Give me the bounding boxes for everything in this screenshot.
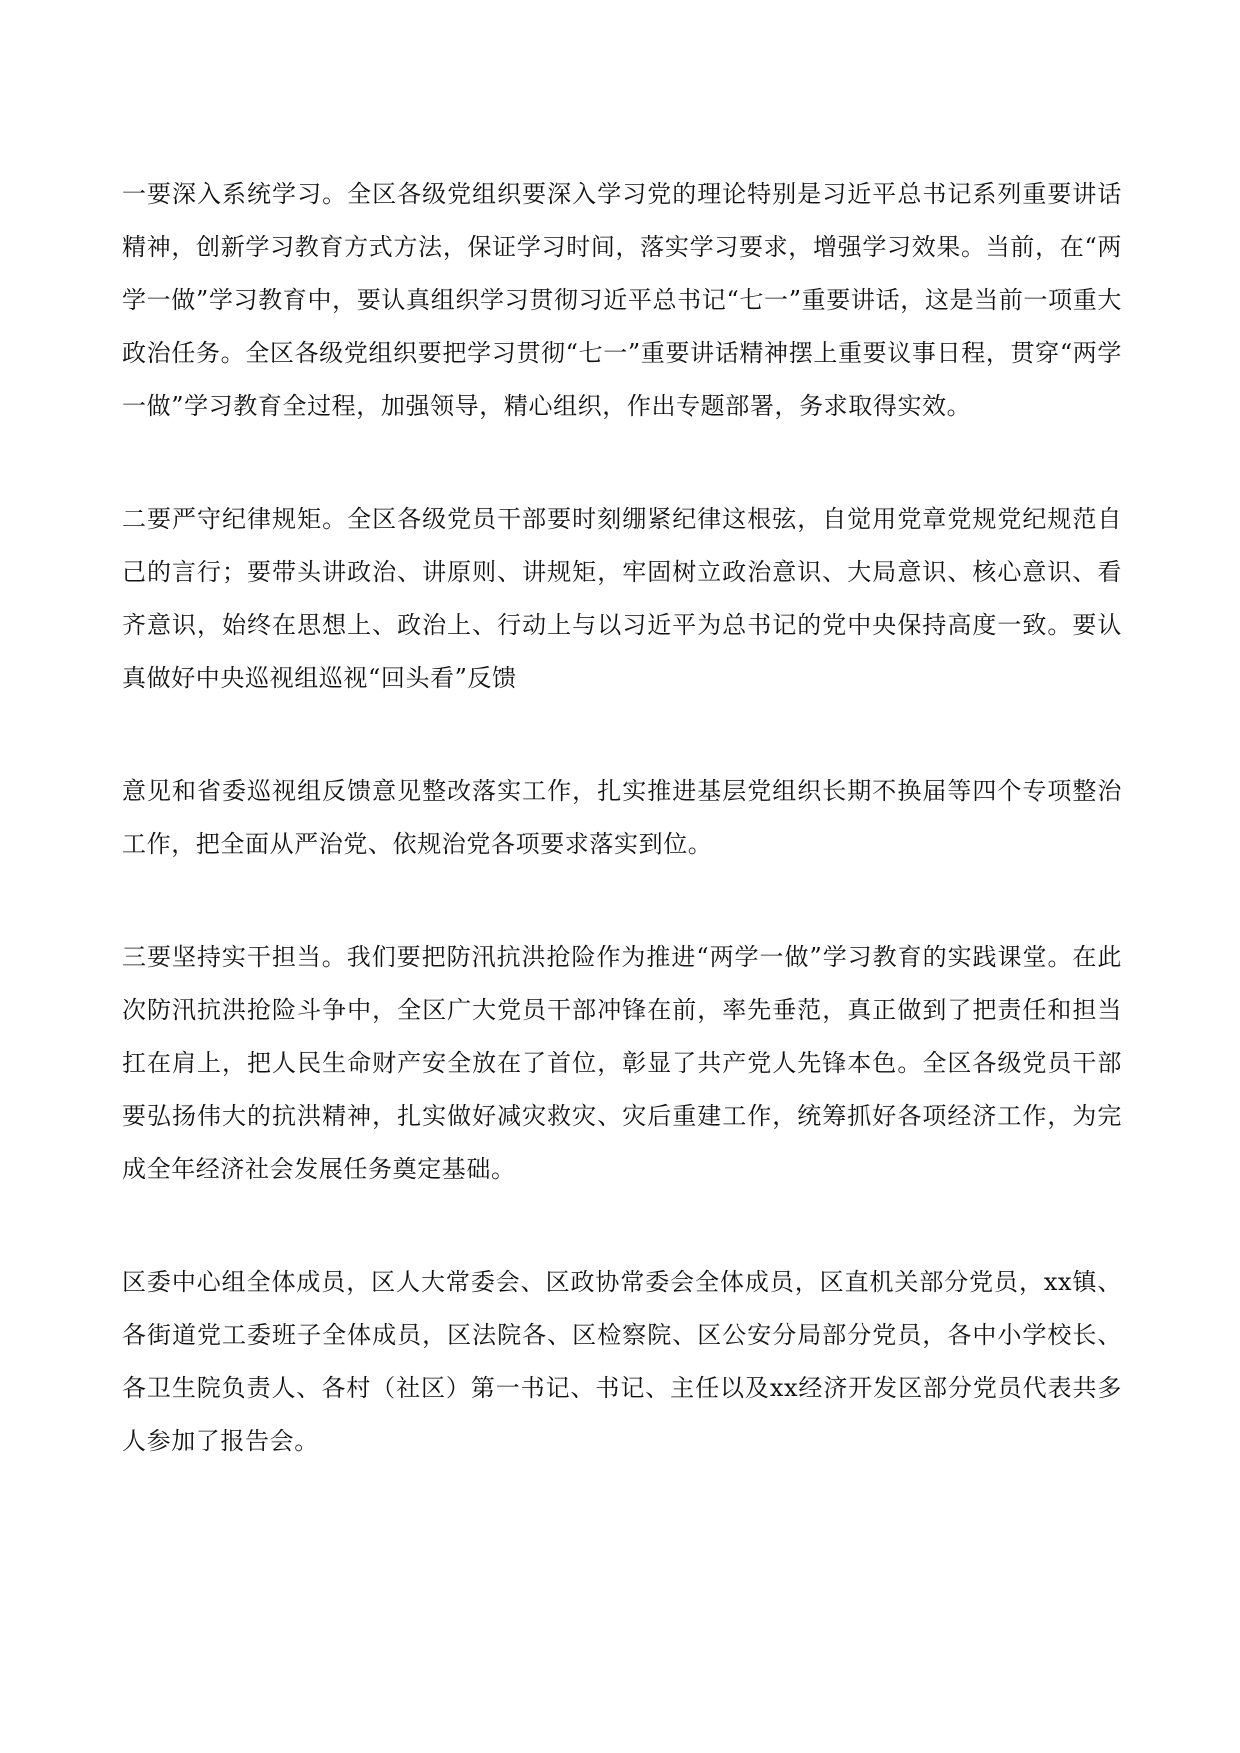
paragraph-discipline-continued: 意见和省委巡视组反馈意见整改落实工作，扎实推进基层党组织长期不换届等四个专项整治工作，把全面从严治党、依规治党各项要求落实到位。	[122, 777, 1122, 858]
paragraph-action: 三要坚持实干担当。我们要把防汛抗洪抢险作为推进“两学一做”学习教育的实践课堂。在此次防汛抗洪抢险斗争中，全区广大党员干部冲锋在前，率先垂范，真正做到了把责任和担当扛在肩上，把人民生命财产安全放在了首位，彰显了共产党人先锋本色。全区各级党员干部要弘扬伟大的抗洪精神，扎实做好减灾救灾、灾后重建工作，统筹抓好各项经济工作，为完成全年经济社会发展任务奠定基础。	[122, 943, 1122, 1183]
paragraph-attendees: 区委中心组全体成员，区人大常委会、区政协常委会全体成员，区直机关部分党员，xx镇、各街道党工委班子全体成员，区法院各、区检察院、区公安分局部分党员，各中小学校长、各卫生院负责人、各村（社区）第一书记、书记、主任以及xx经济开发区部分党员代表共多人参加了报告会。	[122, 1268, 1122, 1455]
document-body	[122, 168, 1122, 1468]
paragraph-discipline: 二要严守纪律规矩。全区各级党员干部要时刻绷紧纪律这根弦，自觉用党章党规党纪规范自己的言行；要带头讲政治、讲原则、讲规矩，牢固树立政治意识、大局意识、核心意识、看齐意识，始终在思想上、政治上、行动上与以习近平为总书记的党中央保持高度一致。要认真做好中央巡视组巡视“回头看”反馈	[122, 505, 1122, 692]
paragraph-study: 一要深入系统学习。全区各级党组织要深入学习党的理论特别是习近平总书记系列重要讲话精神，创新学习教育方式方法，保证学习时间，落实学习要求，增强学习效果。当前，在“两学一做”学习教育中，要认真组织学习贯彻习近平总书记“七一”重要讲话，这是当前一项重大政治任务。全区各级党组织要把学习贯彻“七一”重要讲话精神摆上重要议事日程，贯穿“两学一做”学习教育全过程，加强领导，精心组织，作出专题部署，务求取得实效。	[122, 180, 1122, 420]
